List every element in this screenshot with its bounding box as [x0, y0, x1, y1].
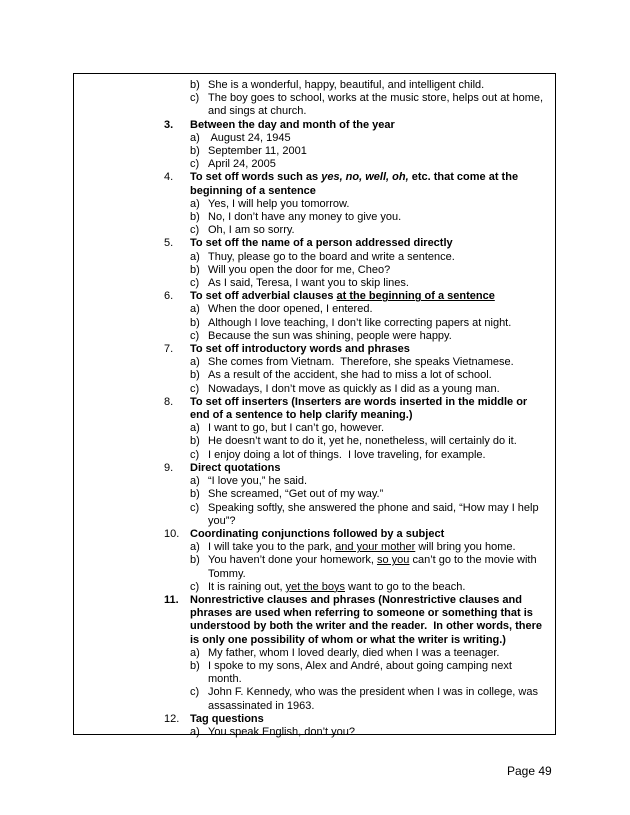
list-item: b) As a result of the accident, she had to miss a lot of school.	[190, 369, 492, 382]
rule-3: 3. Between the day and month of the year	[164, 118, 395, 131]
list-item: b) Although I love teaching, I don’t like correcting papers at night.	[190, 316, 512, 329]
list-item: c) April 24, 2005	[190, 158, 276, 171]
page-number: Page 49	[507, 764, 552, 778]
list-item: a) My father, whom I loved dearly, died when I was a teenager.	[190, 646, 500, 659]
rule-12: 12. Tag questions	[164, 712, 264, 725]
list-item: b) No, I don’t have any money to give you.	[190, 211, 402, 224]
rule-10: 10. Coordinating conjunctions followed by a subject	[164, 527, 445, 540]
rule-5: 5. To set off the name of a person addressed directly	[164, 237, 453, 250]
rule-8: 8. To set off inserters (Inserters are words inserted in the middle or end of a sentence to help clarify meaning.)	[164, 395, 528, 422]
list-item: c) As I said, Teresa, I want you to skip lines.	[190, 277, 409, 290]
list-item: b) Will you open the door for me, Cheo?	[190, 263, 391, 276]
list-item: c) Because the sun was shining, people were happy.	[190, 329, 452, 342]
list-item: b) You haven’t done your homework, so you can’t go to the movie with Tommy.	[190, 554, 537, 580]
list-item: b) He doesn’t want to do it, yet he, nonetheless, will certainly do it.	[190, 435, 517, 448]
rule-6: 6. To set off adverbial clauses at the beginning of a sentence	[164, 290, 495, 303]
list-item: c) John F. Kennedy, who was the president when I was in college, was assassinated in 1963.	[190, 686, 538, 712]
list-item: b) She screamed, “Get out of my way.”	[190, 488, 384, 501]
list-item: c) The boy goes to school, works at the music store, helps out at home, and sings at church.	[190, 92, 544, 118]
list-item: a) When the door opened, I entered.	[190, 303, 373, 316]
rule-9: 9. Direct quotations	[164, 461, 281, 474]
document-body	[164, 79, 548, 739]
list-item: a) “I love you,” he said.	[190, 475, 308, 488]
list-item: b) September 11, 2001	[190, 145, 307, 158]
list-item: a) She comes from Vietnam. Therefore, she speaks Vietnamese.	[190, 356, 514, 369]
list-item: a) You speak English, don’t you?	[190, 725, 355, 738]
rule-7: 7. To set off introductory words and phrases	[164, 343, 410, 356]
list-item: b) I spoke to my sons, Alex and André, about going camping next month.	[190, 659, 512, 686]
rule-4: 4. To set off words such as yes, no, well, oh, etc. that come at the beginning of a sentence	[164, 171, 519, 197]
rule-11: 11. Nonrestrictive clauses and phrases (Nonrestrictive clauses and phrases are used when referring to someone or something that is understood by both the writer and the reader. In other words, there is only one possibility of whom or what the writer is writing.)	[164, 593, 546, 646]
list-item: c) Nowadays, I don’t move as quickly as I did as a young man.	[190, 382, 500, 395]
list-item: c) Speaking softly, she answered the phone and said, “How may I help you”?	[190, 501, 539, 527]
list-item: a) I will take you to the park, and your mother will bring you home.	[190, 541, 516, 554]
list-item: a) Thuy, please go to the board and write a sentence.	[190, 250, 455, 263]
list-item: a) I want to go, but I can’t go, however.	[190, 422, 385, 435]
list-item: c) It is raining out, yet the boys want to go to the beach.	[190, 580, 466, 593]
list-item: a) August 24, 1945	[190, 131, 291, 144]
list-item: a) Yes, I will help you tomorrow.	[190, 197, 350, 210]
list-item: c) Oh, I am so sorry.	[190, 224, 295, 237]
list-item: b) She is a wonderful, happy, beautiful, and intelligent child.	[190, 79, 485, 91]
list-item: c) I enjoy doing a lot of things. I love traveling, for example.	[190, 448, 486, 461]
